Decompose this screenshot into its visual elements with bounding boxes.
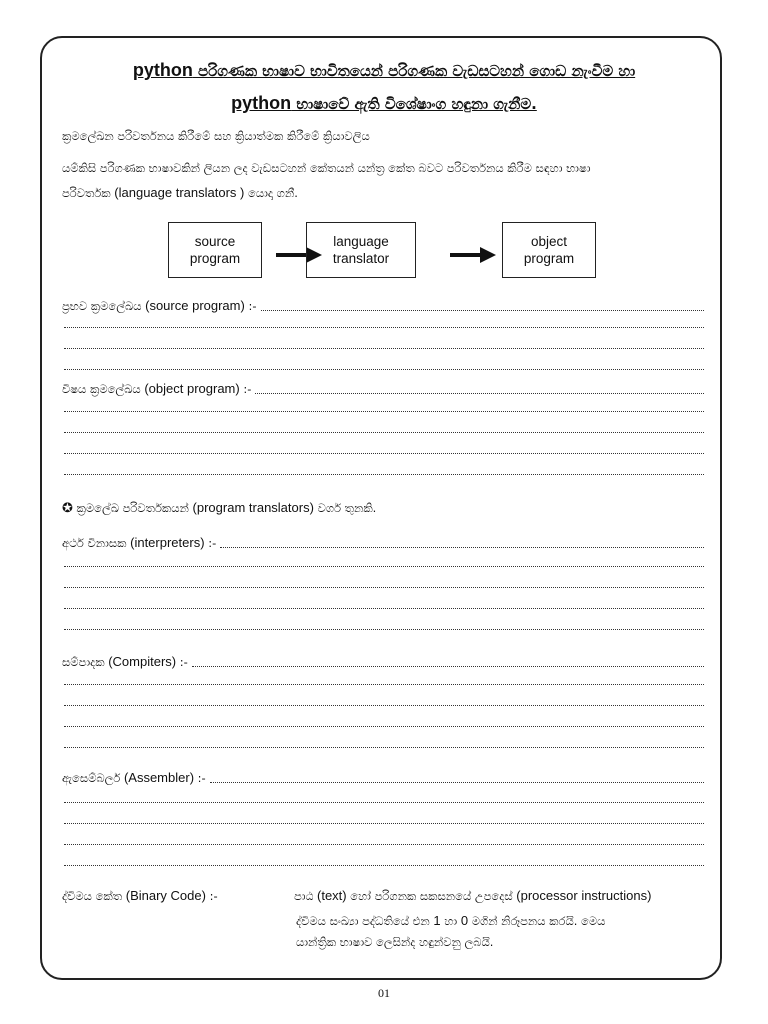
answer-line[interactable] [64,453,704,454]
compilers-label: සම්පාදක (Compiters) :- [62,654,188,669]
process-heading: ක්‍රමලේඛන පරිවර්තනය කිරීමේ සහ ක්‍රියාත්මක කිරීමේ ක්‍රියාවලිය [62,129,370,143]
title-python-1: python [132,60,193,80]
page-title-line-1 [40,60,728,81]
translators-heading: ✪ ක්‍රමලේඛ පරිවර්තකයන් (program translators) වර්ග තුනකි. [62,500,377,516]
object-program-box [502,222,596,278]
assembler-label: ඇසෙම්බලර් (Assembler) :- [62,770,206,785]
interpreters-row [62,535,704,551]
box1-line2: program [189,251,241,266]
star-bullet-icon: ✪ [62,501,73,516]
page-number: 01 [378,986,390,1000]
answer-line[interactable] [64,432,704,433]
answer-line[interactable] [64,823,704,824]
title-text-1: පරිගණක භාෂාව භාවිතයෙන් පරිගණක වැඩසටහන් ගොඩ නැංවීම හා [192,62,636,80]
compilers-row [62,654,704,670]
intro-paragraph-line-1: යම්කිසි පරිගණක භාෂාවකින් ලියන ලද වැඩසටහන් කේතයන් යන්ත්‍ර කේත බවට පරිවර්තනය කිරීම සඳහා භාෂා [62,161,591,175]
binary-desc-line-2: ද්විමය සංඛ්‍යා පද්ධතියේ එන 1 හා 0 මගින් නිරූපනය කරයි. මෙය [296,913,606,928]
answer-line[interactable] [64,327,704,328]
box3-line2: program [523,251,575,266]
box2-line2: translator [332,251,390,266]
intro-para2-si: පරිවර්තක [62,186,115,200]
answer-line[interactable] [64,608,704,609]
source-program-row [62,298,704,314]
intro-para2-end: යොදා ගනී. [244,186,298,200]
answer-line[interactable] [64,705,704,706]
answer-line[interactable] [64,348,704,349]
binary-code-label: ද්විමය කේත (Binary Code) :- [62,888,218,903]
answer-line[interactable] [64,474,704,475]
answer-line[interactable] [64,411,704,412]
box1-line1: source [194,234,236,249]
interpreters-label: අර්ථ විනාසක (interpreters) :- [62,535,217,550]
title-python-2: python [231,93,292,113]
answer-line[interactable] [64,726,704,727]
page-title-line-2 [40,93,728,114]
arrow-right-icon [448,244,498,266]
title-text-2: භාෂාවේ ඇති විශේෂාංග හඳුනා ගැනීම. [291,95,537,113]
binary-desc-line-1: පාඨ (text) හෝ පරිගනක සකසනයේ උපදෙස් (processor instructions) [294,888,652,903]
answer-line[interactable] [64,684,704,685]
answer-line[interactable] [64,566,704,567]
answer-line[interactable] [64,865,704,866]
box2-line1: language [333,234,389,249]
box3-line1: object [530,234,568,249]
assembler-row [62,770,704,786]
object-program-label: විෂය ක්‍රමලේඛය (object program) :- [62,381,252,396]
answer-line[interactable] [64,844,704,845]
answer-line[interactable] [64,369,704,370]
source-program-box [168,222,262,278]
answer-line[interactable] [64,747,704,748]
source-program-label: ප්‍රභව ක්‍රමලේඛය (source program) :- [62,298,257,313]
answer-line[interactable] [192,666,704,667]
answer-line[interactable] [261,310,704,311]
binary-desc-line-3: යාන්ත්‍රික භාෂාව ලෙසින්ද හඳුන්වනු ලබයි. [296,935,494,949]
language-translator-box [306,222,416,278]
answer-line[interactable] [64,802,704,803]
answer-line[interactable] [220,547,704,548]
answer-line[interactable] [64,587,704,588]
intro-paragraph-line-2 [62,185,298,201]
object-program-row [62,381,704,397]
intro-para2-en: (language translators ) [114,185,245,200]
answer-line[interactable] [64,629,704,630]
answer-line[interactable] [255,393,704,394]
answer-line[interactable] [210,782,704,783]
